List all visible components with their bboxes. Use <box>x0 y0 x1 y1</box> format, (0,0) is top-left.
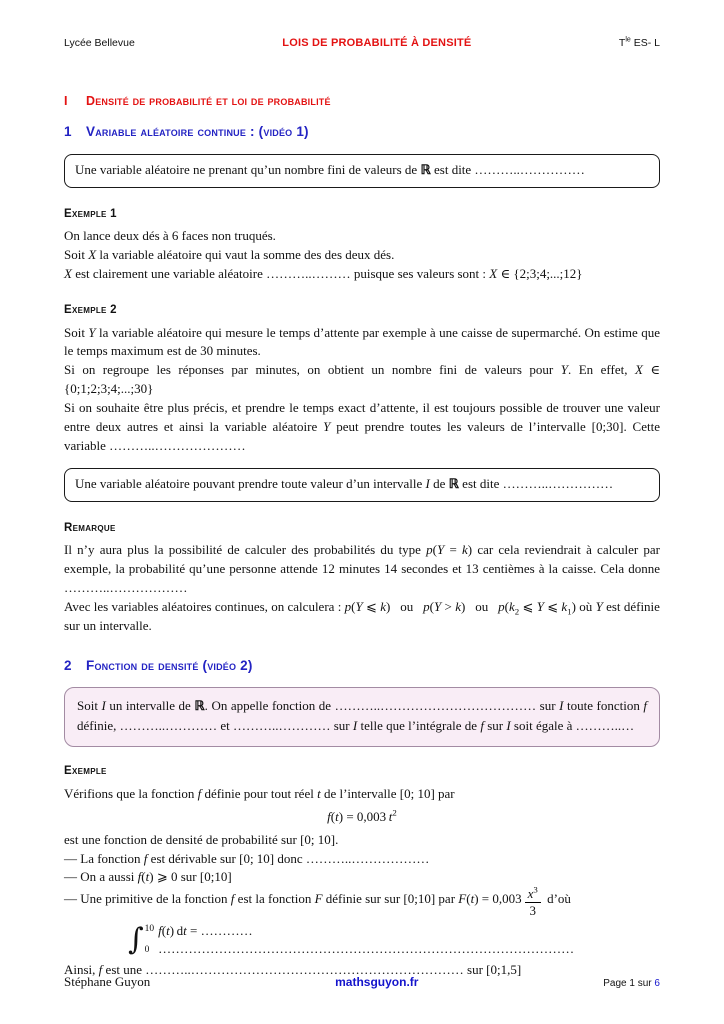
density-function-equation: f(t) = 0,003 $t^2$ <box>327 807 397 824</box>
example-after-equation: est une fonction de densité de probabilité sur [0; 10]. <box>64 831 339 847</box>
bullet-primitive <box>64 884 660 918</box>
example-2-paragraph-2: Si on regroupe les réponses par minutes, on obtient un nombre fini de valeurs pour Y. En effet, X ∈ {0;1;2;3;4;...;30} <box>64 362 660 397</box>
subsection-2-number: 2 <box>64 657 72 673</box>
subsection-1-number: 1 <box>64 124 72 140</box>
subsection-1-heading <box>64 122 660 142</box>
grade-superscript: le <box>625 36 631 44</box>
definition-box-finite-text: Une variable aléatoire ne prenant qu’un nombre fini de valeurs de ℝ est dite ………..…………… <box>75 161 585 177</box>
definition-box-continuous <box>64 468 660 502</box>
example-1-heading: Exemple 1 <box>64 207 117 220</box>
fraction-denominator: 3 <box>529 902 536 918</box>
subsection-1-title: Variable aléatoire continue : (vidéo 1) <box>86 124 309 140</box>
footer-author: Stéphane Guyon <box>64 974 151 990</box>
document-title: LOIS DE PROBABILITÉ À DENSITÉ <box>282 37 472 49</box>
definition-box-finite <box>64 154 660 188</box>
footer-page-number <box>603 977 660 992</box>
integral-rest: f(t) dt = ………… …………………………………………………………………………………… <box>158 922 575 957</box>
example-1-body <box>64 227 660 284</box>
example-1-line-2: Soit X la variable aléatoire qui vaut la somme des des deux dés. <box>64 247 395 263</box>
section-i-title: Densité de probabilité et loi de probabilité <box>86 93 331 108</box>
grade-level <box>619 36 660 51</box>
example-heading: Exemple <box>64 765 107 778</box>
remark-heading: Remarque <box>64 521 116 534</box>
example-2-heading: Exemple 2 <box>64 303 117 316</box>
fraction-x-cubed-over-3 <box>525 884 541 918</box>
density-definition-box <box>64 687 660 747</box>
page-label: Page 1 sur <box>603 978 655 990</box>
example-body <box>64 785 660 980</box>
school-name: Lycée Bellevue <box>64 37 135 49</box>
integral-line <box>128 922 660 960</box>
bullet-primitive-pre: — Une primitive de la fonction f est la fonction F définie sur sur [0;10] par F(t) = 0,003 <box>64 891 522 907</box>
grade-main: T <box>618 37 626 49</box>
example-2-body <box>64 324 660 456</box>
fraction-numerator: $x^3$ <box>525 887 541 903</box>
bullet-derivable: — La fonction f est dérivable sur [0; 10] donc ………..……………… <box>64 850 430 866</box>
remark-paragraph-2: Avec les variables aléatoires continues, on calculera : p(Y ⩽ k) ou p(Y > k) ou $p(k_2$ ⩽ Y ⩽ $k_1$) où Y est définie sur un intervalle. <box>64 598 660 633</box>
grade-rest: ES- L <box>630 37 660 49</box>
integral-upper-bound: 10 <box>144 924 155 935</box>
section-i-heading <box>64 92 660 110</box>
section-i-number: I <box>64 93 68 108</box>
density-definition-text: Soit I un intervalle de ℝ. On appelle fonction de ………..……………………………… sur I toute fonction f définie, ………..………… et ………..………… sur I telle que l’intégrale de f sur I soit égale à ………..… <box>77 698 647 734</box>
page-header <box>64 36 660 52</box>
footer-site-link[interactable]: mathsguyon.fr <box>335 975 419 990</box>
example-2-paragraph-1: Soit Y la variable aléatoire qui mesure le temps d’attente par exemple à une caisse de supermarché. On estime que le temps maximum est de 30 minutes. <box>64 324 660 359</box>
subsection-2-heading <box>64 656 660 676</box>
example-1-line-3: X est clairement une variable aléatoire ………..……… puisque ses valeurs sont : X ∈ {2;3;4;...;12} <box>64 266 583 282</box>
example-intro: Vérifions que la fonction f définie pour tout réel t de l’intervalle [0; 10] par <box>64 786 455 802</box>
conclusion-line: Ainsi, f est une ………..……………………………………………………… sur [0;1,5] <box>64 962 522 978</box>
integral-lower-bound: 0 <box>144 944 150 955</box>
integral-expression <box>128 923 154 957</box>
example-2-paragraph-3: Si on souhaite être plus précis, et prendre le temps exact d’attente, il est toujours possible de trouver une valeur entre deux autres et ainsi la variable aléatoire Y peut prendre toutes les valeurs de l’intervalle [0;30]. Cette variable ………..………………… <box>64 400 660 453</box>
integral-icon: ∫ <box>128 922 144 958</box>
page-footer <box>64 973 660 992</box>
remark-paragraph-1: Il n’y aura plus la possibilité de calculer des probabilités du type p(Y = k) car cela reviendrait à calculer par exemple, la probabilité qu’une personne attende 12 minutes 14 secondes et 13 centièmes à la caisse. Cela donne ………..……………… <box>64 542 660 596</box>
bullet-primitive-post: d’où <box>543 891 571 907</box>
integral-bounds <box>145 923 155 957</box>
example-1-line-1: On lance deux dés à 6 faces non truqués. <box>64 228 276 244</box>
definition-box-continuous-text: Une variable aléatoire pouvant prendre toute valeur d’un intervalle I de ℝ est dite ………..…………… <box>75 475 614 491</box>
page-total: 6 <box>654 978 660 990</box>
subsection-2-title: Fonction de densité (vidéo 2) <box>86 657 253 673</box>
bullet-positive: — On a aussi f(t) ⩾ 0 sur [0;10] <box>64 869 232 885</box>
remark-body <box>64 541 660 635</box>
